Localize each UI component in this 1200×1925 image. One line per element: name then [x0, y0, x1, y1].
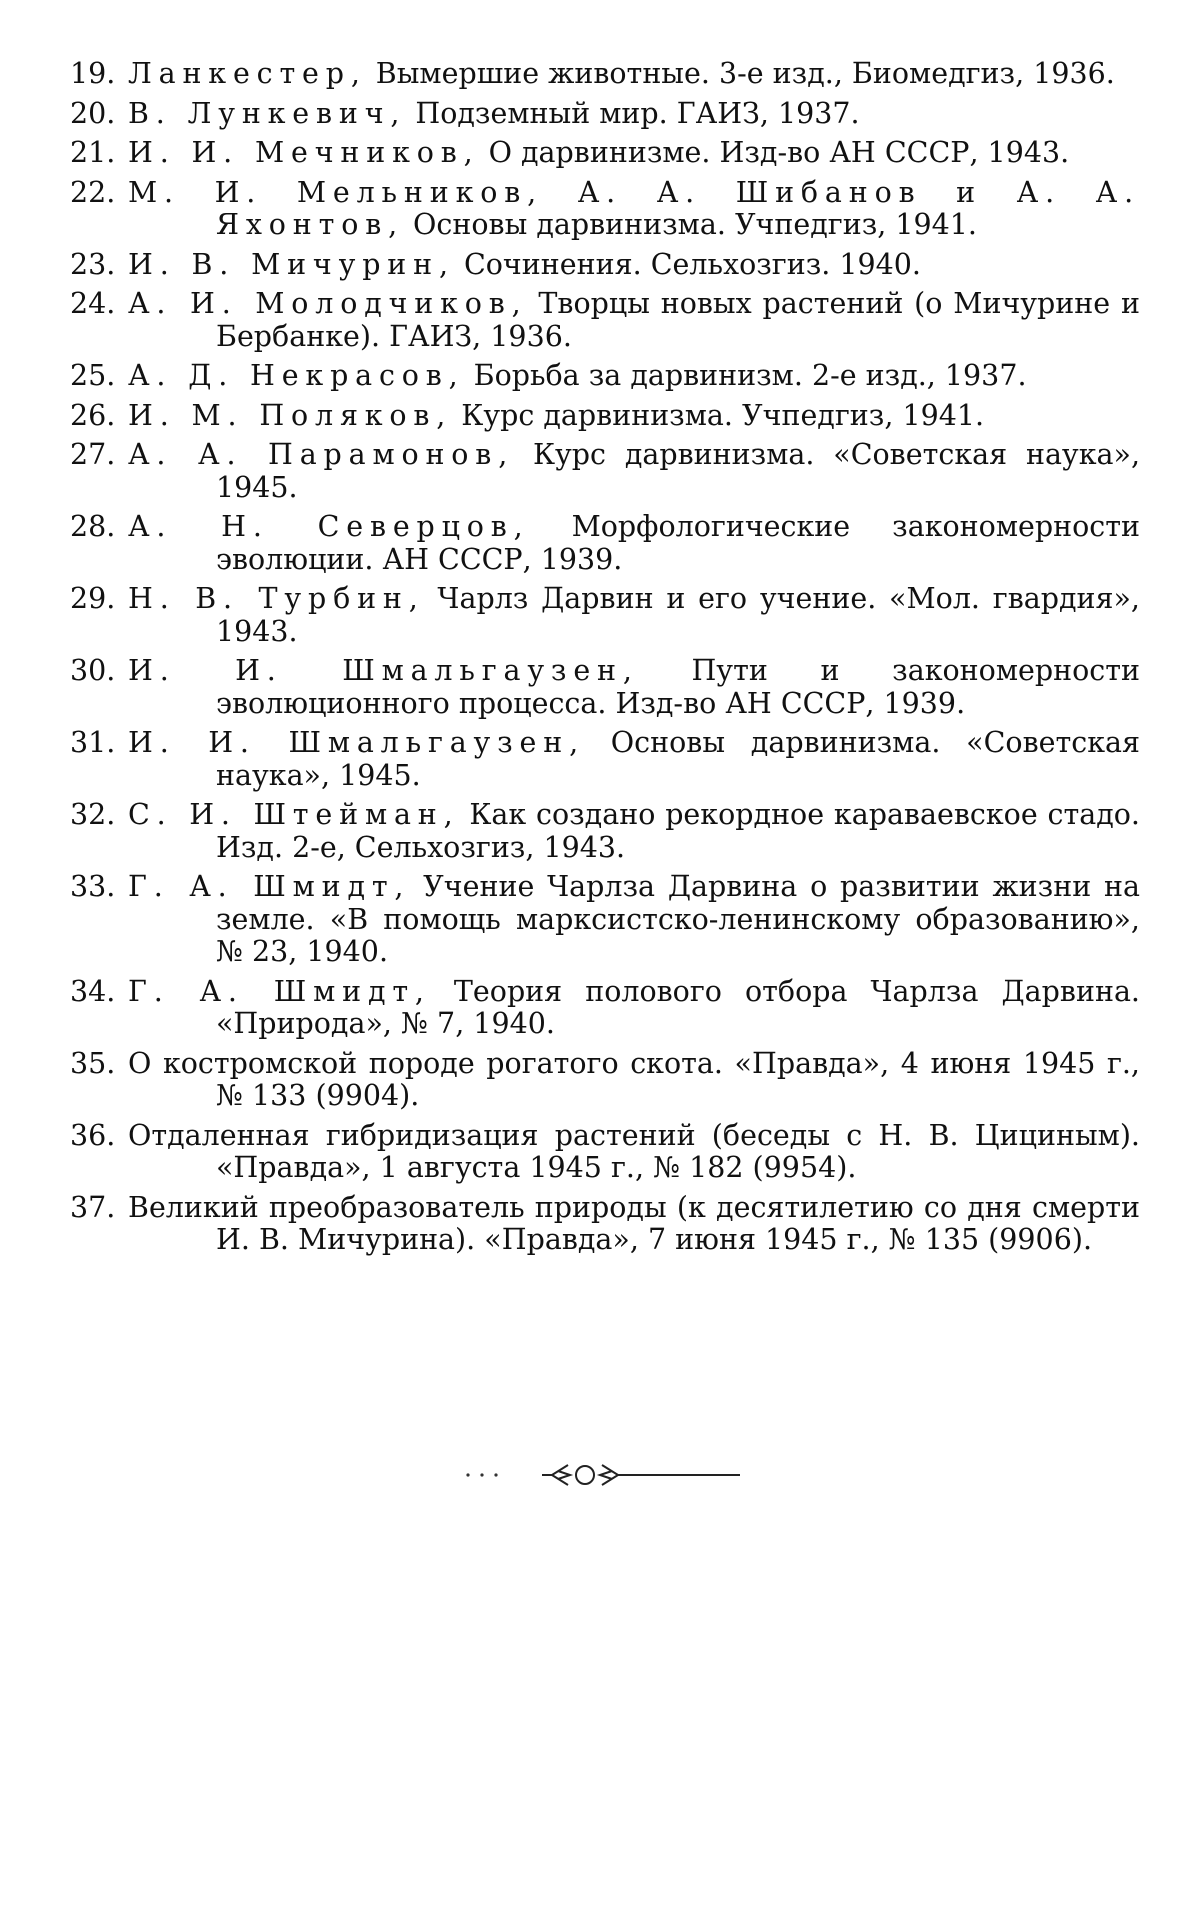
entry-body — [128, 511, 1140, 576]
entry-text: Великий преобразователь природы (к десятилетию со дня смерти И. В. Мичурина). «Правда», 7 июня 1945 г., № 135 (9906). — [128, 1190, 1140, 1256]
entry-author: М. И. Мельников, А. А. Шибанов и А. А. Яхонтов, — [128, 175, 1140, 241]
entry-body — [128, 655, 1140, 720]
entry-text: Пути и закономерности эволюционного процесса. Изд-во АН СССР, 1939. — [216, 654, 1140, 720]
entry-text: Теория полового отбора Чарлза Дарвина. «Природа», № 7, 1940. — [216, 974, 1140, 1040]
entry-text: Отдаленная гибридизация растений (беседы с Н. В. Цициным). «Правда», 1 августа 1945 г., № 182 (9954). — [128, 1118, 1140, 1184]
bibliography-entry — [70, 1048, 1140, 1113]
entry-number: 28. — [70, 510, 116, 543]
entry-number: 32. — [70, 798, 116, 831]
entry-text: Как создано рекордное караваевское стадо. Изд. 2-е, Сельхозгиз, 1943. — [216, 798, 1140, 864]
bibliography-entry — [70, 360, 1140, 393]
entry-number: 36. — [70, 1118, 116, 1152]
entry-author: А. А. Парамонов, — [128, 438, 515, 471]
entry-author: Н. В. Турбин, — [128, 582, 425, 615]
entry-body — [128, 799, 1140, 864]
bibliography-entry — [70, 98, 1140, 131]
entry-number: 35. — [70, 1046, 116, 1080]
entry-number: 22. — [70, 175, 116, 209]
entry-body — [128, 360, 1140, 393]
entry-text: Курс дарвинизма. Учпедгиз, 1941. — [452, 398, 985, 432]
entry-text: Основы дарвинизма. «Советская наука», 1945. — [216, 726, 1140, 792]
entry-body — [128, 400, 1140, 433]
entry-author: Г. А. Шмидт, — [128, 974, 431, 1008]
entry-body — [128, 976, 1140, 1041]
entry-text: О костромской породе рогатого скота. «Правда», 4 июня 1945 г., № 133 (9904). — [128, 1046, 1140, 1112]
entry-number: 23. — [70, 247, 116, 281]
bibliography-entry — [70, 583, 1140, 648]
entry-body — [128, 98, 1140, 131]
entry-number: 26. — [70, 398, 116, 432]
bibliography-entry — [70, 727, 1140, 792]
entry-author: А. Н. Северцов, — [128, 510, 530, 543]
entry-body — [128, 727, 1140, 792]
entry-number: 34. — [70, 974, 116, 1008]
entry-author: Ланкестер, — [128, 57, 367, 90]
entry-text: Творцы новых растений (о Мичурине и Бербанке). ГАИЗ, 1936. — [216, 287, 1140, 353]
entry-author: В. Лункевич, — [128, 96, 407, 130]
entry-text: Сочинения. Сельхозгиз. 1940. — [454, 247, 921, 281]
entry-body — [128, 249, 1140, 282]
bibliography-entry — [70, 976, 1140, 1041]
entry-author: И. И. Шмальгаузен, — [128, 654, 639, 687]
entry-author: И. В. Мичурин, — [128, 247, 455, 281]
bibliography-entry — [70, 439, 1140, 504]
entry-body — [128, 177, 1140, 242]
bibliography-entry — [70, 655, 1140, 720]
entry-number: 37. — [70, 1190, 116, 1224]
entry-author: И. И. Шмальгаузен, — [128, 726, 585, 759]
entry-number: 24. — [70, 287, 116, 320]
entry-body — [128, 137, 1140, 170]
entry-number: 25. — [70, 359, 116, 392]
entry-text: Курс дарвинизма. «Советская наука», 1945. — [216, 438, 1141, 504]
entry-text: Подземный мир. ГАИЗ, 1937. — [406, 96, 860, 130]
bibliography-entry — [70, 137, 1140, 170]
bibliography-entry — [70, 871, 1140, 969]
entry-number: 29. — [70, 582, 116, 615]
entry-number: 27. — [70, 438, 116, 471]
entry-text: Борьба за дарвинизм. 2-е изд., 1937. — [464, 359, 1027, 392]
entry-text: Основы дарвинизма. Учпедгиз, 1941. — [404, 208, 977, 241]
entry-body — [128, 871, 1140, 969]
entry-author: А. И. Молодчиков, — [128, 287, 528, 320]
bibliography-entry — [70, 799, 1140, 864]
entry-body — [128, 1048, 1140, 1113]
ornament-icon — [450, 1457, 750, 1491]
entry-number: 33. — [70, 870, 116, 903]
entry-author: А. Д. Некрасов, — [128, 359, 465, 392]
bibliography-entry — [70, 1120, 1140, 1185]
bibliography-entry — [70, 249, 1140, 282]
entry-text: Морфологические закономерности эволюции. АН СССР, 1939. — [216, 510, 1140, 576]
entry-body — [128, 439, 1140, 504]
entry-text: О дарвинизме. Изд-во АН СССР, 1943. — [479, 136, 1070, 169]
bibliography-entry — [70, 58, 1140, 91]
bibliography-entry — [70, 177, 1140, 242]
entry-author: И. М. Поляков, — [128, 398, 453, 432]
entry-author: И. И. Мечников, — [128, 136, 480, 169]
entry-number: 20. — [70, 96, 116, 130]
entry-body — [128, 583, 1140, 648]
entry-body — [128, 288, 1140, 353]
entry-body — [128, 1192, 1140, 1257]
end-ornament — [0, 1456, 1200, 1491]
entry-number: 30. — [70, 654, 116, 687]
bibliography-entry — [70, 511, 1140, 576]
entry-author: С. И. Штейман, — [128, 798, 460, 831]
entry-body — [128, 1120, 1140, 1185]
entry-text: Учение Чарлза Дарвина о развитии жизни на земле. «В помощь марксистско-ленинскому образованию», № 23, 1940. — [216, 870, 1140, 968]
bibliography-entry — [70, 288, 1140, 353]
entry-number: 21. — [70, 136, 116, 169]
bibliography-list — [70, 58, 1140, 1264]
entry-text: Чарлз Дарвин и его учение. «Мол. гвардия», 1943. — [216, 582, 1140, 648]
entry-body — [128, 58, 1140, 91]
entry-number: 19. — [70, 57, 116, 90]
bibliography-entry — [70, 1192, 1140, 1257]
entry-author: Г. А. Шмидт, — [128, 870, 411, 903]
entry-text: Вымершие животные. 3-е изд., Биомедгиз, 1936. — [366, 57, 1115, 90]
bibliography-entry — [70, 400, 1140, 433]
entry-number: 31. — [70, 726, 116, 759]
